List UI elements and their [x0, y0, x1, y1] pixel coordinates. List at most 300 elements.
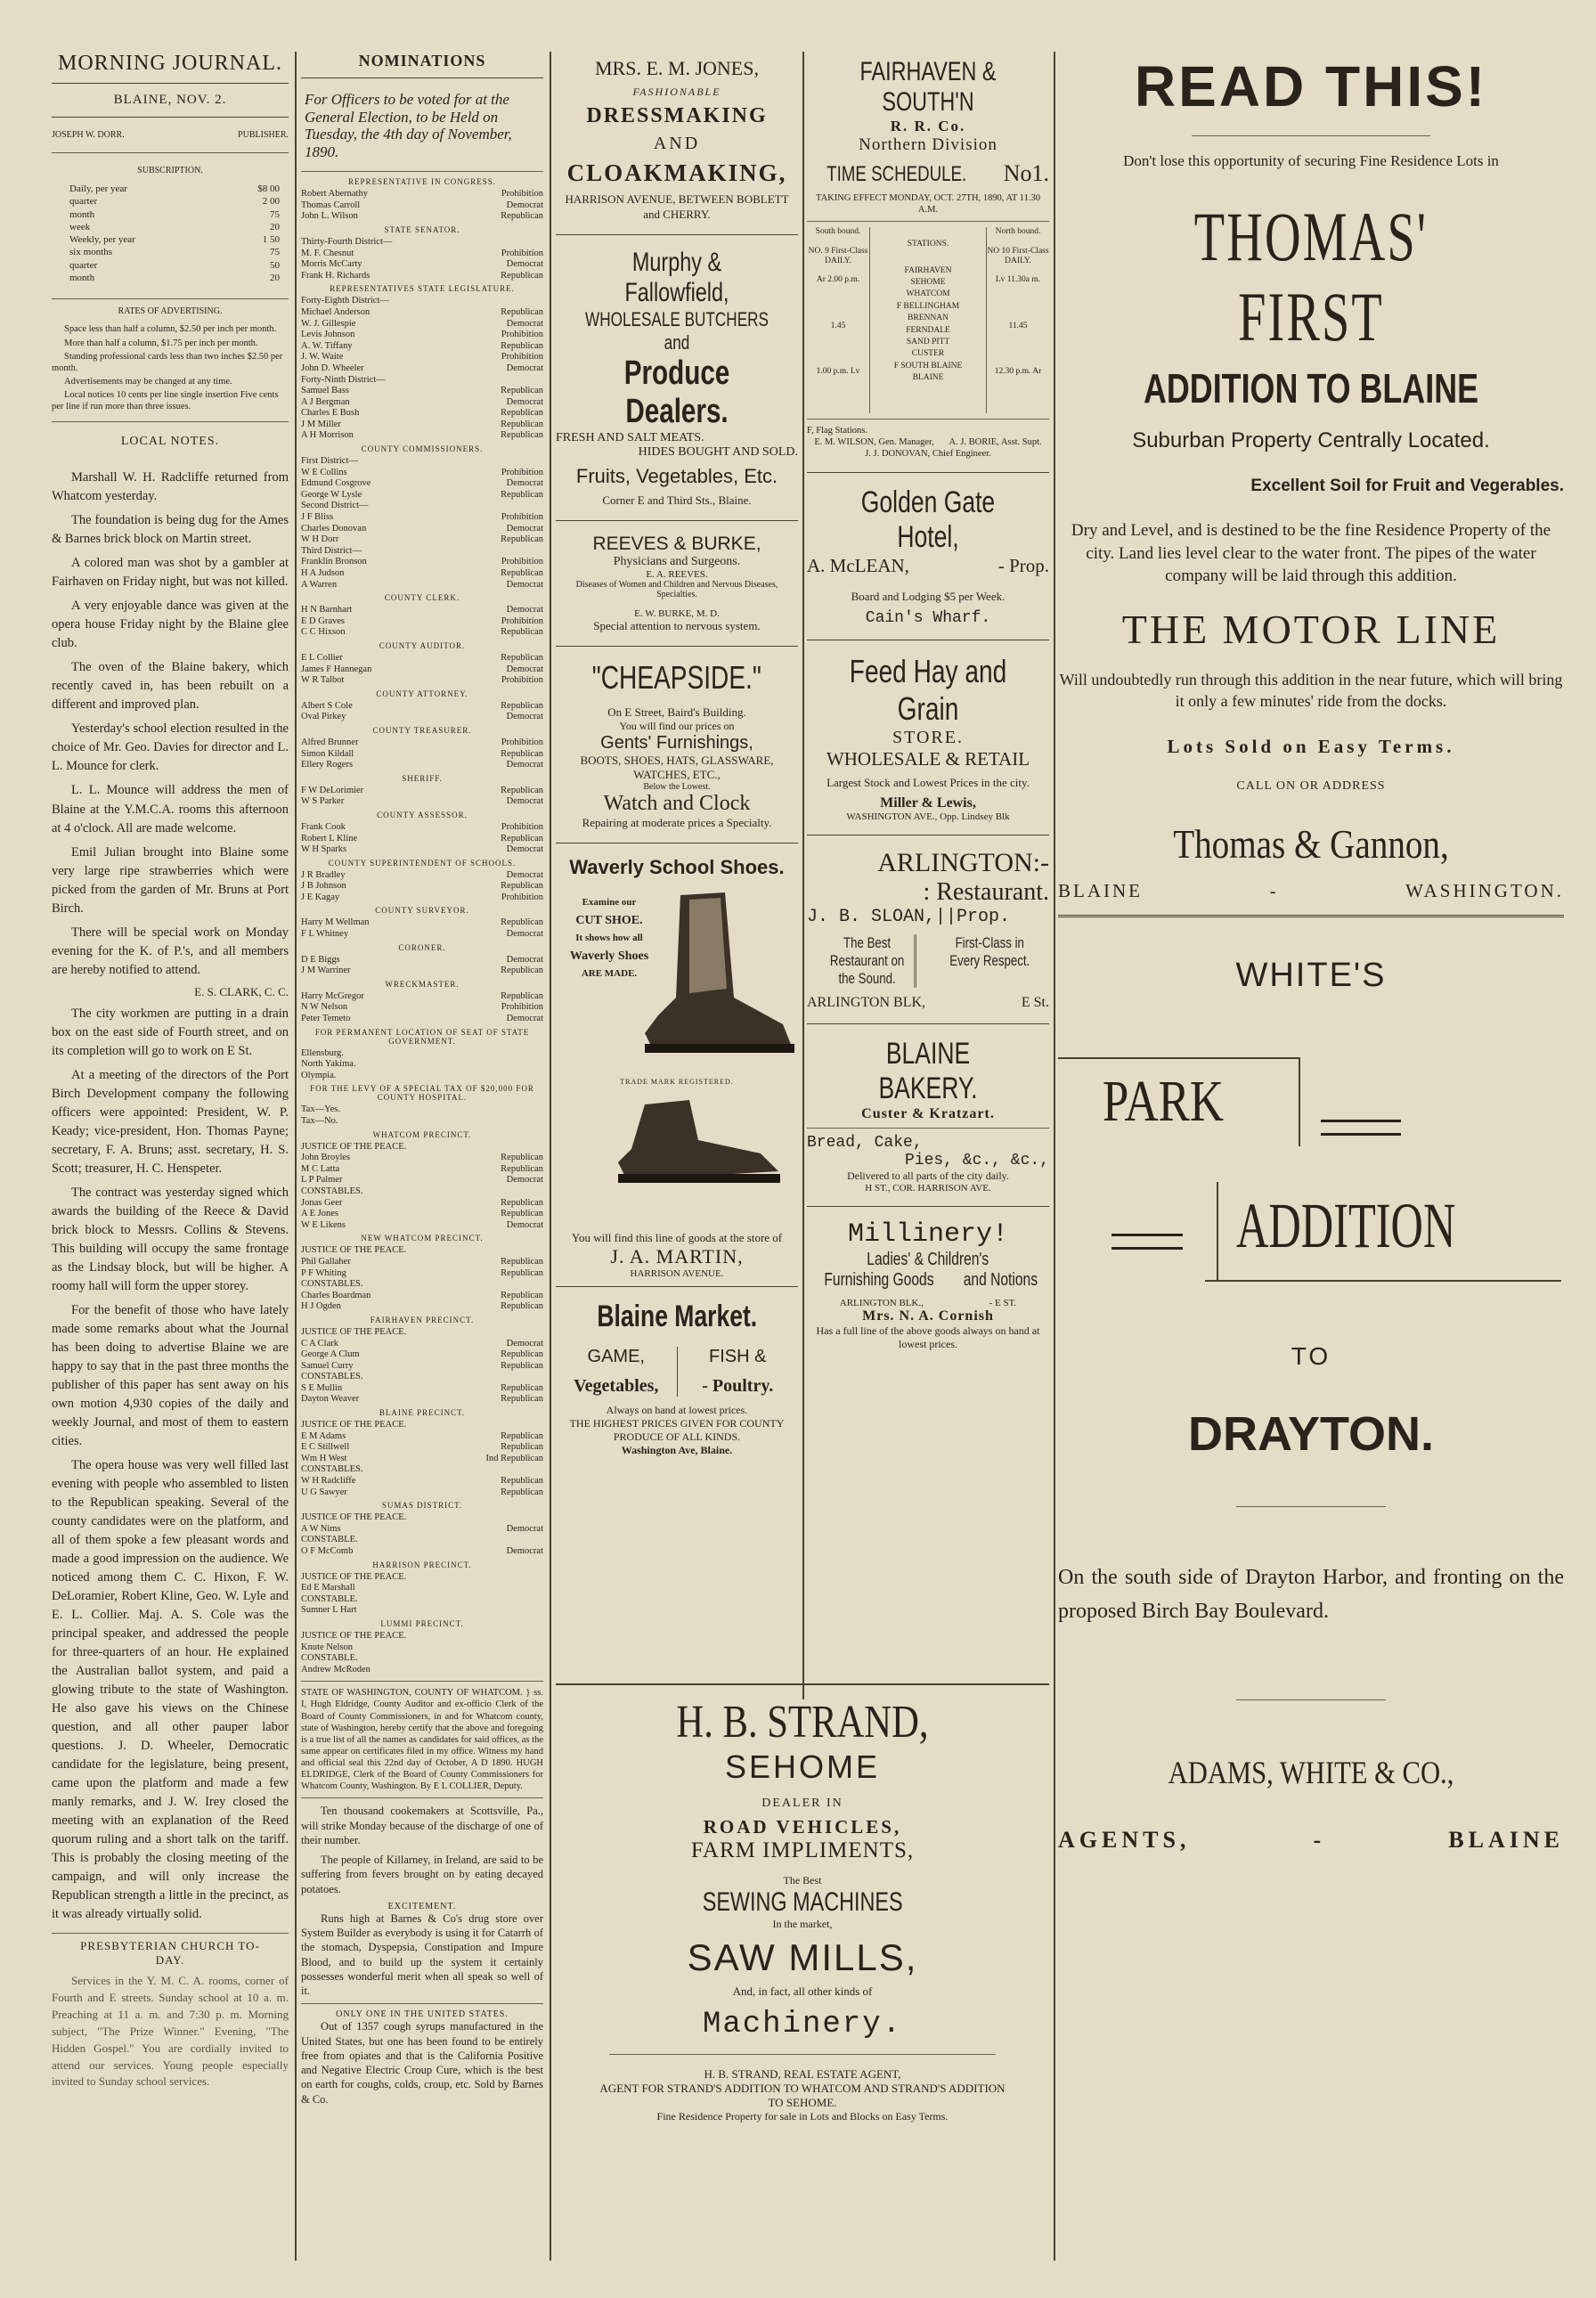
- candidate-name: N W Nelson: [301, 1002, 348, 1013]
- ad-thomas-heading: Thomas & Gannon,: [1173, 820, 1449, 867]
- ad-strand-line: SAW MILLS,: [687, 1936, 918, 1978]
- candidate-name: Charles Donovan: [301, 523, 367, 534]
- nomination-row: [301, 1583, 543, 1594]
- candidate-name: Charles Boardman: [301, 1290, 371, 1300]
- subscription-value: 75: [270, 208, 280, 220]
- ad-market-line: FISH &: [709, 1347, 767, 1367]
- divider: [52, 421, 289, 422]
- advertising-line: Local notices 10 cents per line single insertion Five cents per line if run more than three issues.: [52, 390, 279, 412]
- ad-market-line: GAME,: [587, 1347, 645, 1367]
- candidate-name: CONSTABLE.: [301, 1535, 358, 1545]
- candidate-name: John Broyles: [301, 1153, 351, 1163]
- subscription-row: [69, 233, 280, 246]
- nominations-list: [301, 177, 543, 1675]
- ad-reeves-line: Diseases of Women and Children and Nervous Diseases, Specialties.: [575, 580, 778, 600]
- candidate-name: Robert L Kline: [301, 833, 358, 843]
- candidate-party: Republican: [501, 1487, 543, 1497]
- candidate-party: Prohibition: [501, 557, 543, 567]
- ad-cheapside-line: BOOTS, SHOES, HATS, GLASSWARE, WATCHES, ETC.,: [580, 754, 774, 782]
- ad-bakery: [807, 1031, 1049, 1199]
- local-notes-heading: LOCAL NOTES.: [120, 435, 220, 449]
- ad-railroad-row: [807, 160, 1049, 187]
- subscription-value: 1 50: [262, 234, 280, 246]
- subscription-value: $8 00: [257, 183, 280, 194]
- candidate-name: Samuel Curry: [301, 1360, 354, 1371]
- divider: [556, 646, 798, 647]
- ad-thomas-line: Dry and Level, and is destined to be the fine Residence Property of the city. Land lies level clear to the water front. The pipes of the water company will be laid through this addition.: [1071, 521, 1551, 586]
- ad-whites-addition-row: [1058, 1173, 1564, 1307]
- ad-murphy-line: Fruits, Vegetables, Etc.: [575, 465, 778, 488]
- ad-waverly-name: Waverly School Shoes.: [569, 856, 785, 879]
- nomination-row: [301, 822, 543, 834]
- nomination-row: [301, 675, 543, 687]
- divider: [1236, 1506, 1386, 1507]
- ad-whites-heading: DRAYTON.: [1187, 1406, 1435, 1461]
- ad-railroad-stations: [870, 227, 987, 412]
- candidate-name: H N Barnhart: [301, 605, 353, 615]
- excitement-text: Runs high at Barnes & Co's drug store over System Builder as everybody is using it for Catarrh of the stomach, Dyspepsia, Constipation and Impure Blood, and to build up the system it certainly possesses wonderful merit when all speak so well of it.: [301, 1911, 543, 1998]
- nomination-row: [301, 1372, 543, 1383]
- candidate-name: A. W. Tiffany: [301, 340, 353, 351]
- candidate-name: A W Nims: [301, 1523, 341, 1534]
- local-note: The city workmen are putting in a drain box on the east side of Fourth street, and on its completion will go to work on E St.: [52, 1006, 289, 1058]
- advertising-heading: RATES OF ADVERTISING.: [118, 306, 223, 317]
- ad-strand-line: And, in fact, all other kinds of: [732, 1984, 873, 1998]
- nomination-row: [301, 1279, 543, 1291]
- subscription-label: quarter: [69, 259, 98, 271]
- nomination-row: [301, 1002, 543, 1014]
- candidate-party: Republican: [501, 1349, 543, 1360]
- candidate-party: Ind Republican: [485, 1453, 543, 1463]
- candidate-name: D E Biggs: [301, 954, 340, 965]
- ad-strand-line: SEHOME: [724, 1748, 881, 1785]
- divider: [609, 2054, 996, 2055]
- candidate-party: Democrat: [506, 760, 543, 770]
- ad-bakery-line: Delivered to all parts of the city daily.: [847, 1169, 1009, 1182]
- ad-cheapside-line: You will find our prices on: [619, 720, 735, 733]
- subscription-row: [69, 195, 280, 208]
- local-note: For the benefit of those who have lately made some remarks about what the Journal has been doing to advertise Blaine we are happy to say that in the past three months the publisher of this paper has sent away on his own motion 4,930 copies of the daily and weekly Journal, and most of them to eastern cities.: [52, 1302, 289, 1448]
- candidate-party: Republican: [501, 1476, 543, 1487]
- nomination-row: [301, 352, 543, 363]
- nomination-row: [301, 834, 543, 845]
- ad-railroad-cell: STATIONS.: [907, 240, 949, 249]
- ad-railroad-station-list: [870, 266, 986, 384]
- candidate-name: Jonas Geer: [301, 1197, 343, 1208]
- candidate-name: Albert S Cole: [301, 700, 353, 711]
- certificate: STATE OF WASHINGTON, COUNTY OF WHATCOM. } ss. I, Hugh Eldridge, County Auditor and ex-officio Clerk of the Board of County Commissioners, in and for Whatcom county, state of Washington, hereby certify that the above and foregoing is a true list of all the names as candidates for said offices, as the same appear on certificates filed in my office. Witness my hand and official seal this 22nd day of October, A D 1890. HUGH ELDRIDGE, Clerk of the Board of County Commissioners for Whatcom County, Washington. By E L COLLIER, Deputy.: [301, 1688, 543, 1792]
- ad-arlington-row: [807, 995, 1049, 1011]
- ad-railroad-officers: [807, 436, 1049, 448]
- candidate-name: H J Ogden: [301, 1301, 341, 1312]
- nomination-row: [301, 296, 543, 307]
- ad-railroad-name: FAIRHAVEN & SOUTH'N: [859, 57, 997, 117]
- candidate-name: Michael Anderson: [301, 306, 370, 317]
- candidate-name: E M Adams: [301, 1430, 346, 1441]
- ad-jones-sub: FASHIONABLE: [632, 86, 721, 98]
- ad-golden-gate-line: A. McLEAN,: [807, 554, 909, 576]
- candidate-name: Oval Pirkey: [301, 712, 346, 722]
- nomination-row: [301, 991, 543, 1003]
- ad-murphy-line: Produce Dealers.: [623, 354, 730, 431]
- candidate-party: Prohibition: [501, 1002, 543, 1013]
- ad-market-line: Always on hand at lowest prices.: [606, 1404, 748, 1417]
- ad-feed: [807, 648, 1049, 827]
- ad-railroad-north: [987, 227, 1049, 412]
- nomination-row: [301, 653, 543, 664]
- ad-railroad-south: [807, 227, 870, 412]
- ad-cheapside-line: On E Street, Baird's Building.: [607, 705, 746, 720]
- candidate-name: James F Hannegan: [301, 664, 372, 674]
- divider: [556, 520, 798, 521]
- nomination-row: [301, 749, 543, 761]
- nomination-section-title: WHATCOM PRECINCT.: [372, 1129, 472, 1139]
- ad-arlington: [807, 843, 1049, 1016]
- candidate-party: Prohibition: [501, 467, 543, 477]
- ad-arlington-line: The Best Restaurant on the Sound.: [820, 934, 916, 988]
- ad-waverly: [556, 851, 798, 1231]
- nomination-row: [301, 1071, 543, 1082]
- nomination-row: [301, 1291, 543, 1302]
- ad-bakery-line: Pies, &c., &c.,: [904, 1151, 1049, 1169]
- candidate-party: Prohibition: [501, 189, 543, 200]
- ad-thomas-row: [1058, 880, 1564, 902]
- nomination-row: [301, 1104, 543, 1116]
- candidate-name: Thirty-Fourth District—: [301, 236, 393, 247]
- nomination-row: [301, 1442, 543, 1454]
- nomination-section-title: HARRISON PRECINCT.: [372, 1560, 472, 1569]
- ad-market-line: - Poultry.: [702, 1376, 774, 1397]
- nomination-row: [301, 490, 543, 501]
- candidate-name: JUSTICE OF THE PEACE.: [301, 1571, 407, 1582]
- divider: [1192, 135, 1430, 136]
- ad-thomas-line: Will undoubtedly run through this addition in the near future, which will bring it only a few minutes' ride from the docks.: [1059, 670, 1563, 711]
- nomination-row: [301, 892, 543, 904]
- divider: [1205, 1280, 1561, 1282]
- candidate-party: Republican: [501, 1394, 543, 1405]
- nomination-row: [301, 929, 543, 941]
- ad-railroad-line: No1.: [1003, 160, 1049, 186]
- candidate-name: John D. Wheeler: [301, 363, 364, 373]
- candidate-party: Republican: [501, 419, 543, 429]
- nomination-row: [301, 1594, 543, 1606]
- candidate-party: Republican: [501, 1290, 543, 1300]
- ad-cheapside-line: Gents' Furnishings,: [600, 733, 753, 754]
- equals-sign: [1112, 1234, 1183, 1250]
- ad-railroad-line: TAKING EFFECT MONDAY, OCT. 27TH, 1890, AT 11.30 A.M.: [816, 193, 1040, 216]
- nomination-section-title: COUNTY COMMISSIONERS.: [361, 444, 484, 454]
- divider: [807, 419, 1049, 420]
- nomination-row: [301, 1383, 543, 1395]
- nomination-section-title: COUNTY AUDITOR.: [379, 640, 466, 650]
- nomination-row: [301, 917, 543, 929]
- nomination-row: [301, 1572, 543, 1584]
- nomination-row: [301, 1327, 543, 1339]
- ad-feed-line: Miller & Lewis,: [880, 795, 976, 811]
- candidate-name: JUSTICE OF THE PEACE.: [301, 1420, 407, 1430]
- ad-railroad-officer: A. J. BORIE, Asst. Supt.: [949, 436, 1042, 447]
- ad-thomas-line: Lots Sold on Easy Terms.: [1167, 735, 1455, 757]
- ad-murphy-line: WHOLESALE BUTCHERS and: [585, 308, 769, 354]
- subscription-label: Daily, per year: [69, 183, 127, 194]
- ad-thomas-line: Suburban Property Centrally Located.: [1132, 428, 1490, 452]
- candidate-party: Republican: [501, 917, 543, 928]
- ad-waverly-line: CUT SHOE.: [575, 913, 643, 927]
- ad-murphy-line: FRESH AND SALT MEATS.: [556, 431, 704, 445]
- nomination-row: [301, 1153, 543, 1164]
- candidate-name: M C Latta: [301, 1163, 340, 1174]
- candidate-name: Andrew McRoden: [301, 1664, 370, 1675]
- nomination-section-title: REPRESENTATIVE IN CONGRESS.: [347, 177, 497, 187]
- subscription-value: 20: [270, 221, 280, 232]
- nomination-row: [301, 664, 543, 676]
- station-name: FAIRHAVEN: [904, 265, 952, 275]
- station-name: SAND PITT: [906, 337, 950, 346]
- nomination-row: [301, 259, 543, 271]
- nomination-row: [301, 319, 543, 330]
- candidate-party: Republican: [501, 1360, 543, 1371]
- candidate-name: Samuel Bass: [301, 386, 349, 396]
- subscription-label: quarter: [69, 196, 98, 208]
- candidate-party: Prohibition: [501, 675, 543, 686]
- only-one-text: Out of 1357 cough syrups manufactured in the United States, but one has been found to be entirely free from opiates and that is the California Positive and Negative Electric Croup Cure, which is the best on earth for coughs, colds, croup, etc. Sold by Barnes & Co.: [301, 2020, 543, 2106]
- dateline: BLAINE, NOV. 2.: [113, 93, 227, 107]
- nomination-row: [301, 955, 543, 966]
- candidate-party: Republican: [501, 1256, 543, 1267]
- ad-market: [556, 1294, 798, 1463]
- ad-feed-name: Feed Hay and Grain: [849, 652, 1007, 727]
- ad-thomas-line: -: [1269, 879, 1279, 901]
- ad-reeves-line: Physicians and Surgeons.: [613, 555, 741, 569]
- nomination-row: [301, 1454, 543, 1465]
- column-ads-left: [556, 52, 798, 1664]
- candidate-name: First District—: [301, 456, 358, 467]
- nomination-row: [301, 1546, 543, 1558]
- nomination-row: [301, 701, 543, 713]
- ad-bakery-line: H ST., COR. HARRISON AVE.: [865, 1182, 991, 1194]
- nomination-row: [301, 386, 543, 397]
- ad-railroad-line: Northern Division: [859, 135, 998, 154]
- divider: [1217, 1182, 1218, 1280]
- candidate-party: Prohibition: [501, 248, 543, 258]
- subscription-label: month: [69, 208, 95, 220]
- candidate-party: Democrat: [506, 605, 543, 615]
- local-note: There will be special work on Monday evening for the K. of P.'s, and all members are hereby notified to attend.: [52, 925, 289, 977]
- candidate-party: Republican: [501, 430, 543, 441]
- candidate-name: Olympia.: [301, 1070, 337, 1080]
- local-note: A colored man was shot by a gambler at Fairhaven on Friday night, but was not killed.: [52, 556, 289, 590]
- ad-railroad-cell: South bound.: [815, 227, 861, 237]
- candidate-party: Democrat: [506, 478, 543, 489]
- ad-strand-line: Fine Residence Property for sale in Lots and Blocks on Easy Terms.: [656, 2110, 949, 2123]
- candidate-party: Republican: [501, 211, 543, 222]
- ad-bakery-name: BLAINE BAKERY.: [878, 1036, 978, 1105]
- subscription-value: 2 00: [262, 196, 280, 208]
- ad-market-line: Vegetables,: [574, 1376, 659, 1397]
- ad-thomas-heading: THE MOTOR LINE: [1121, 606, 1501, 652]
- ad-jones-line: DRESSMAKING: [586, 104, 768, 127]
- ad-strand-line: ROAD VEHICLES,: [703, 1816, 902, 1838]
- nomination-row: [301, 330, 543, 341]
- candidate-party: Republican: [501, 306, 543, 317]
- ad-waverly-line: It shows how all: [575, 933, 643, 944]
- nomination-row: [301, 1175, 543, 1186]
- ad-thomas-line: Don't lose this opportunity of securing Fine Residence Lots in: [1123, 152, 1499, 169]
- ad-waverly-line: J. A. MARTIN,: [610, 1245, 744, 1268]
- nomination-row: [301, 568, 543, 580]
- candidate-name: W R Talbot: [301, 675, 345, 686]
- ad-murphy-address: Corner E and Third Sts., Blaine.: [602, 493, 752, 508]
- candidate-name: Thomas Carroll: [301, 200, 361, 210]
- candidate-name: E L Collier: [301, 652, 343, 663]
- ad-arlington-line: E St.: [1021, 994, 1049, 1010]
- candidate-party: Democrat: [506, 396, 543, 407]
- candidate-name: JUSTICE OF THE PEACE.: [301, 1245, 407, 1256]
- train-time: Ar 2.00 p.m.: [816, 275, 860, 285]
- nomination-row: [301, 881, 543, 892]
- church-heading: PRESBYTERIAN CHURCH TO-DAY.: [80, 1939, 260, 1968]
- nomination-row: [301, 341, 543, 353]
- ad-railroad: [807, 52, 1049, 465]
- candidate-party: Democrat: [506, 318, 543, 329]
- column-local: [52, 52, 289, 2269]
- ad-railroad-table: [807, 227, 1049, 412]
- ad-whites-heading: TO: [1291, 1341, 1331, 1370]
- candidate-name: Dayton Weaver: [301, 1394, 360, 1405]
- equals-sign: [1321, 1120, 1401, 1136]
- nomination-row: [301, 966, 543, 977]
- ad-thomas-heading: THOMAS' FIRST: [1193, 198, 1429, 355]
- column-nominations: [301, 52, 543, 2269]
- local-note: Emil Julian brought into Blaine some very large ripe strawberries which were picked from the garden of Mr. Bruns at Port Birch.: [52, 844, 289, 916]
- ad-strand-name: H. B. STRAND,: [676, 1697, 929, 1748]
- candidate-name: Knute Nelson: [301, 1642, 354, 1652]
- subscription-value: 20: [270, 273, 280, 284]
- ad-reeves-line: E. A. REEVES.: [646, 569, 708, 581]
- ad-arlington-line: : Restaurant.: [923, 877, 1049, 906]
- subscription-row: [69, 208, 280, 221]
- nomination-section-title: SUMAS DISTRICT.: [381, 1501, 463, 1511]
- candidate-name: Harry M Wellman: [301, 917, 370, 928]
- candidate-name: W H Dorr: [301, 534, 339, 545]
- ad-murphy-name: Murphy & Fallowfield,: [624, 248, 729, 308]
- candidate-name: CONSTABLES.: [301, 1464, 363, 1475]
- publisher-line: [52, 130, 289, 140]
- candidate-party: Republican: [501, 1197, 543, 1208]
- nomination-row: [301, 605, 543, 616]
- local-note: The oven of the Blaine bakery, which recently caved in, has been rebuilt on a different and improved plan.: [52, 660, 289, 713]
- candidate-party: Republican: [501, 652, 543, 663]
- ad-golden-gate-line: - Prop.: [998, 554, 1049, 576]
- ad-railroad-cell: NO. 9 First-Class DAILY.: [808, 246, 868, 266]
- divider: [1058, 915, 1564, 917]
- candidate-name: North Yakima.: [301, 1059, 356, 1070]
- ad-whites-park-row: [1058, 1031, 1564, 1155]
- ad-golden-gate-line: Cain's Wharf.: [865, 608, 991, 627]
- candidate-name: Third District—: [301, 545, 362, 556]
- candidate-name: C A Clark: [301, 1338, 339, 1349]
- ad-railroad-times-north: [987, 275, 1049, 377]
- nomination-row: [301, 1059, 543, 1071]
- nomination-section-title: COUNTY ATTORNEY.: [376, 689, 468, 698]
- advertising-line: Advertisements may be changed at any time.: [64, 376, 232, 387]
- candidate-name: W H Sparks: [301, 844, 347, 855]
- ad-feed-line: WASHINGTON AVE., Opp. Lindsey Blk: [846, 811, 1010, 822]
- candidate-party: Prohibition: [501, 615, 543, 626]
- local-note: At a meeting of the directors of the Port Birch Development company the following officers were appointed: President, W. P. Keady; vice-president, Hon. Thomas Payne; secretary, F. A. Bruns; asst. secretary, H. S. Scott; treasurer, H. C. Henspeter.: [52, 1067, 289, 1176]
- nomination-row: [301, 375, 543, 387]
- ad-arlington-line: J. B. SLOAN,||Prop.: [807, 906, 1011, 927]
- ad-millinery-line: and Notions: [963, 1269, 1038, 1290]
- candidate-party: Democrat: [506, 1546, 543, 1556]
- candidate-name: Forty-Eighth District—: [301, 296, 389, 306]
- candidate-name: E C Stillwell: [301, 1442, 350, 1453]
- ad-whites-heading: ADDITION: [1236, 1189, 1456, 1261]
- nomination-row: [301, 408, 543, 420]
- subscription-label: Weekly, per year: [69, 234, 135, 246]
- nomination-section-title: WRECKMASTER.: [385, 979, 460, 989]
- advertising-line: More than half a column, $1.75 per inch per month.: [64, 338, 258, 348]
- nomination-row: [301, 1339, 543, 1350]
- ad-arlington-name: ARLINGTON:-: [877, 847, 1049, 877]
- candidate-name: Alfred Brunner: [301, 737, 359, 747]
- divider: [1236, 1699, 1386, 1700]
- divider: [807, 1206, 1049, 1207]
- ad-jones-line: AND: [653, 134, 701, 153]
- candidate-party: Prohibition: [501, 330, 543, 340]
- ad-reeves: [556, 528, 798, 639]
- ad-waverly-line: Examine our: [582, 897, 637, 909]
- ad-market-right: [678, 1347, 799, 1397]
- nomination-row: [301, 1431, 543, 1443]
- candidate-party: Republican: [501, 408, 543, 419]
- nomination-row: [301, 1142, 543, 1153]
- candidate-name: E D Graves: [301, 615, 345, 626]
- subscription-row: [69, 246, 280, 258]
- candidate-name: W S Parker: [301, 796, 345, 807]
- candidate-name: U G Sawyer: [301, 1487, 347, 1497]
- nomination-row: [301, 501, 543, 512]
- candidate-party: Republican: [501, 990, 543, 1001]
- candidate-party: Democrat: [506, 1175, 543, 1186]
- candidate-name: Harry McGregor: [301, 990, 364, 1001]
- candidate-name: Levis Johnson: [301, 330, 355, 340]
- candidate-party: Republican: [501, 1209, 543, 1219]
- nomination-row: [301, 1301, 543, 1313]
- nomination-row: [301, 1116, 543, 1128]
- candidate-party: Democrat: [506, 844, 543, 855]
- ad-thomas-heading: READ THIS!: [1134, 54, 1488, 118]
- candidate-name: George A Clum: [301, 1349, 360, 1360]
- train-time: 12.30 p.m. Ar: [994, 367, 1042, 377]
- nomination-row: [301, 616, 543, 628]
- train-time: 1.45: [830, 321, 846, 330]
- station-name: F BELLINGHAM: [896, 301, 960, 311]
- divider: [807, 472, 1049, 473]
- candidate-party: Republican: [501, 1267, 543, 1278]
- notice-signature: E. S. CLARK, C. C.: [194, 984, 289, 998]
- local-note: The foundation is being dug for the Ames & Barnes brick block on Martin street.: [52, 513, 289, 547]
- nomination-section-title: CORONER.: [398, 942, 446, 952]
- nomination-row: [301, 1198, 543, 1210]
- news-items: [301, 1804, 543, 1896]
- candidate-name: Peter Temeto: [301, 1014, 351, 1024]
- ad-thomas-heading: ADDITION TO BLAINE: [1143, 365, 1479, 412]
- divider: [301, 1681, 543, 1682]
- candidate-party: Democrat: [506, 712, 543, 722]
- ad-waverly-trademark: TRADE MARK REGISTERED.: [620, 1078, 734, 1087]
- station-name: BRENNAN: [908, 314, 949, 323]
